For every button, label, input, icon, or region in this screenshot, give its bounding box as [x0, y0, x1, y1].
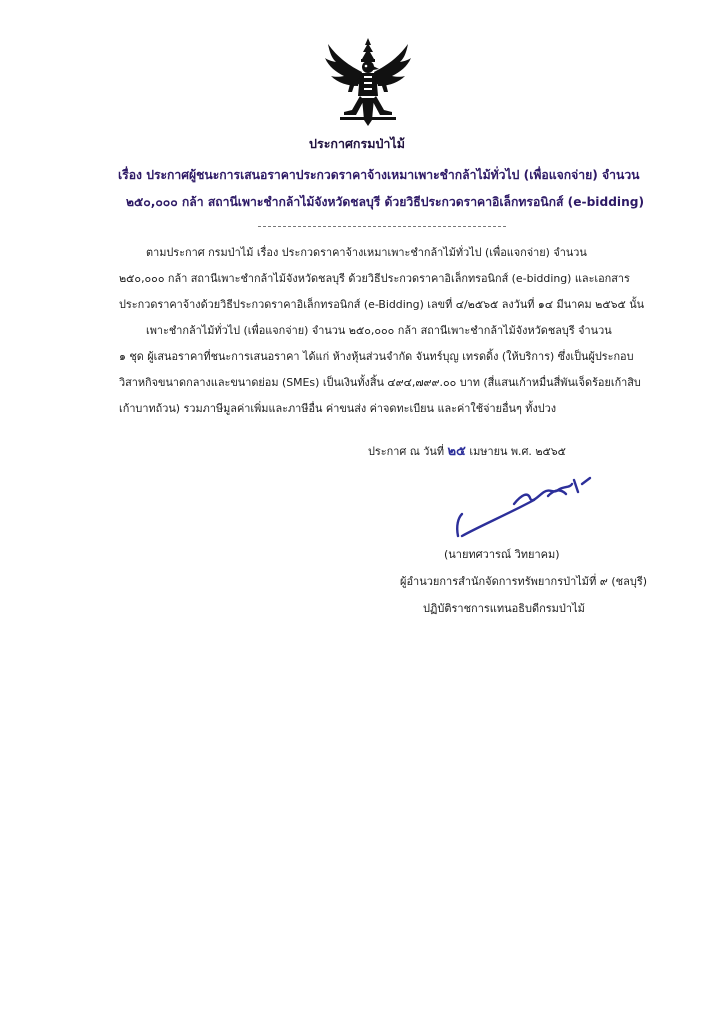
body-line-6: วิสาหกิจขนาดกลางและขนาดย่อม (SMEs) เป็นเงินทั้งสิ้น ๔๙๔,๗๙๙.๐๐ บาท (สี่แสนเก้าหมื่นสี่พันเจ็ดร้อยเก้าสิบ — [119, 376, 641, 389]
body-line-2: ๒๕๐,๐๐๐ กล้า สถานีเพาะชำกล้าไม้จังหวัดชลบุรี ด้วยวิธีประกวดราคาอิเล็กทรอนิกส์ (e-bidding) และเอกสาร — [119, 272, 630, 285]
subject-line-2: ๒๕๐,๐๐๐ กล้า สถานีเพาะชำกล้าไม้จังหวัดชลบุรี ด้วยวิธีประกวดราคาอิเล็กทรอนิกส์ (e-bidding) — [126, 195, 645, 209]
signatory-name: (นายทศวารณ์ วิทยาคม) — [444, 548, 560, 561]
document-title: ประกาศกรมป่าไม้ — [309, 136, 405, 151]
announcement-date — [368, 440, 566, 461]
body-line-3: ประกวดราคาจ้างด้วยวิธีประกวดราคาอิเล็กทรอนิกส์ (e-Bidding) เลขที่ ๔/๒๕๖๕ ลงวันที่ ๑๔ มีนาคม ๒๕๖๕ นั้น — [119, 298, 645, 311]
body-line-1: ตามประกาศ กรมป่าไม้ เรื่อง ประกวดราคาจ้างเหมาเพาะชำกล้าไม้ทั่วไป (เพื่อแจกจ่าย) จำนวน — [146, 246, 587, 259]
garuda-emblem-icon — [322, 36, 414, 128]
header-divider — [258, 226, 506, 227]
subject-line-1: เรื่อง ประกาศผู้ชนะการเสนอราคาประกวดราคาจ้างเหมาเพาะชำกล้าไม้ทั่วไป (เพื่อแจกจ่าย) จำนวน — [118, 168, 640, 182]
signatory-acting: ปฏิบัติราชการแทนอธิบดีกรมป่าไม้ — [423, 602, 585, 615]
date-day: ๒๕ — [447, 444, 466, 459]
handwritten-signature-icon — [450, 470, 610, 540]
date-prefix: ประกาศ ณ วันที่ — [368, 445, 445, 458]
body-line-4: เพาะชำกล้าไม้ทั่วไป (เพื่อแจกจ่าย) จำนวน ๒๕๐,๐๐๐ กล้า สถานีเพาะชำกล้าไม้จังหวัดชลบุรี จำนวน — [146, 324, 612, 337]
date-month-year: เมษายน พ.ศ. ๒๕๖๕ — [469, 445, 566, 458]
signatory-position: ผู้อำนวยการสำนักจัดการทรัพยากรป่าไม้ที่ ๙ (ชลบุรี) — [400, 575, 648, 588]
body-line-5: ๑ ชุด ผู้เสนอราคาที่ชนะการเสนอราคา ได้แก่ ห้างหุ้นส่วนจำกัด จันทร์บุญ เทรดดิ้ง (ให้บริการ) ซึ่งเป็นผู้ประกอบ — [119, 350, 634, 363]
body-line-7: เก้าบาทถ้วน) รวมภาษีมูลค่าเพิ่มและภาษีอื่น ค่าขนส่ง ค่าจดทะเบียน และค่าใช้จ่ายอื่นๆ ทั้งปวง — [119, 402, 557, 415]
